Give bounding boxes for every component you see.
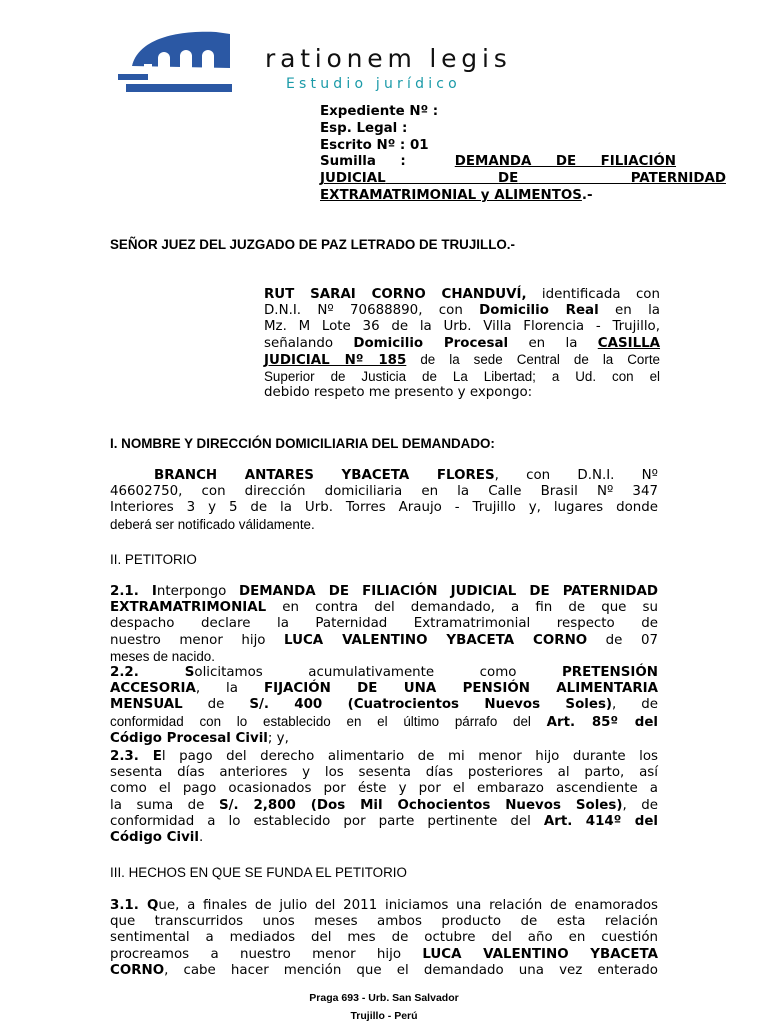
sumilla-text: DEMANDA DE FILIACIÓN — [454, 154, 677, 170]
firm-subtitle: Estudio jurídico — [286, 76, 461, 92]
petitorio-2-2: 2.2. Solicitamos acumulativamente como PRETENSIÓN ACCESORIA, la FIJACIÓN DE UNA PENSIÓN ALIMENTARIA MENSUAL de S/. 400 (Cuatrocientos Nuevos Soles), de conformidad con lo establecido en el último párrafo del Art. 85º del Código Procesal Civil; y, — [110, 665, 658, 746]
expediente-label: Expediente Nº : — [320, 104, 439, 119]
addressee: SEÑOR JUEZ DEL JUZGADO DE PAZ LETRADO DE TRUJILLO.- — [110, 237, 515, 252]
section-3-title: III. HECHOS EN QUE SE FUNDA EL PETITORIO — [110, 865, 407, 880]
section-1-title: I. NOMBRE Y DIRECCIÓN DOMICILIARIA DEL DEMANDADO: — [110, 436, 495, 451]
section-2-title: II. PETITORIO — [110, 552, 197, 567]
sumilla-line-2: JUDICIAL DE PATERNIDAD — [320, 171, 726, 187]
esp-legal-label: Esp. Legal : — [320, 120, 408, 136]
petitorio-2-3: 2.3. El pago del derecho alimentario de mi menor hijo durante los sesenta días anteriores y los sesenta días posteriores al parto, así como el pago ocasionados por éste y por el embarazo ascendiente a la suma de S/. 2,800 (Dos Mil Ochocientos Nuevos Soles), de conformidad a lo establecido por parte pertinente del Art. 414º del Código Civil. — [110, 749, 658, 846]
case-header — [320, 104, 726, 205]
petitorio-2-1: 2.1. Interpongo DEMANDA DE FILIACIÓN JUDICIAL DE PATERNIDAD EXTRAMATRIMONIAL en contra del demandado, a fin de que su despacho declare la Paternidad Extramatrimonial respecto de nuestro menor hijo LUCA VALENTINO YBACETA CORNO de 07 meses de nacido. — [110, 584, 659, 664]
footer-city: Trujillo - Perú — [350, 1010, 418, 1022]
sumilla-line-1: Sumilla : DEMANDA DE FILIACIÓN — [320, 154, 677, 170]
firm-name: rationem legis — [265, 44, 512, 73]
sumilla-line-3: EXTRAMATRIMONIAL y ALIMENTOS.- — [320, 187, 593, 203]
footer-address: Praga 693 - Urb. San Salvador — [309, 992, 459, 1004]
section-1-paragraph: BRANCH ANTARES YBACETA FLORES, con D.N.I. Nº 46602750, con dirección domiciliaria en la Calle Brasil Nº 347 Interiores 3 y 5 de la Urb. Torres Araujo - Trujillo y, lugares donde deberá ser notificado válidamente. — [110, 468, 658, 532]
firm-logo — [118, 26, 234, 100]
escrito-label: Escrito Nº : 01 — [320, 137, 429, 153]
intro-paragraph: RUT SARAI CORNO CHANDUVÍ, identificada con D.N.I. Nº 70688890, con Domicilio Real en la Mz. M Lote 36 de la Urb. Villa Florencia - Trujillo, señalando Domicilio Procesal en la CASILLA JUDICIAL Nº 185 de la sede Central de la Corte Superior de Justicia de La Libertad; a Ud. con el debido respeto me presento y expongo: — [264, 287, 661, 401]
hechos-3-1: 3.1. Que, a finales de julio del 2011 iniciamos una relación de enamorados que transcurridos unos meses ambos producto de esta relación sentimental a mediados del mes de octubre del año en cuestión procreamos a nuestro menor hijo LUCA VALENTINO YBACETA CORNO, cabe hacer mención que el demandado una vez enterado — [110, 898, 659, 978]
